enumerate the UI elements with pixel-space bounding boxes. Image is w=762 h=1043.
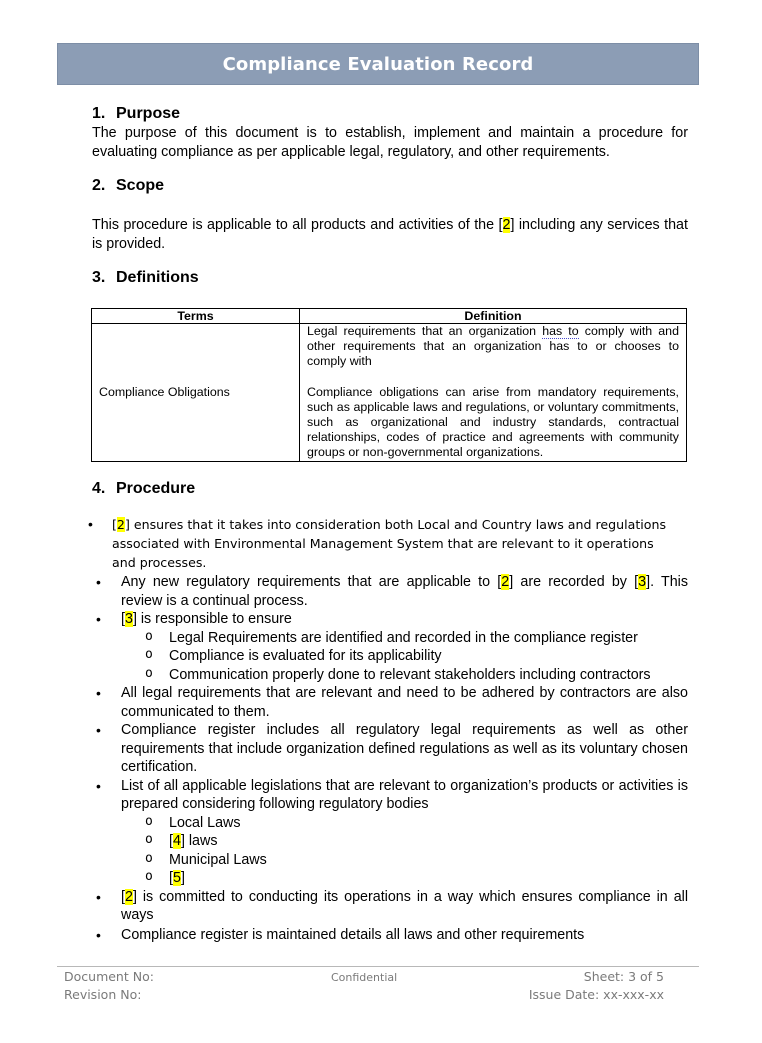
placeholder-ref: 3 [638, 574, 647, 590]
placeholder-ref: 5 [172, 870, 181, 886]
procedure-heading [92, 480, 195, 498]
definitions-number: 3. [92, 269, 106, 286]
list-item-text: Any new regulatory requirements that are applicable to [ [121, 574, 502, 590]
list-item: • List of all applicable legislations that are relevant to organization’s products or activities is prepared considering following regulatory bodies [92, 777, 688, 814]
footer-document-no: Document No: [64, 969, 154, 984]
definitions-heading [92, 269, 199, 287]
term-cell: Compliance Obligations [92, 324, 300, 462]
footer-divider [57, 966, 699, 967]
sub-list-item: o Municipal Laws [92, 851, 688, 870]
scope-heading [92, 177, 164, 195]
definition-text: Legal requirements that an organization [307, 324, 543, 338]
definitions-table [91, 308, 687, 462]
list-item-text: ]. This review is a continual process. [121, 574, 688, 609]
bullet-marker: • [88, 516, 93, 532]
purpose-heading [92, 105, 180, 123]
sub-list-item: o [4] laws [92, 832, 688, 851]
sub-list-item: o Communication properly done to relevant stakeholders including contractors [92, 666, 688, 685]
list-item-text: ] is committed to conducting its operations in a way which ensures compliance in all ways [121, 888, 688, 923]
placeholder-ref: 2 [124, 888, 133, 905]
placeholder-ref: 2 [502, 217, 511, 233]
list-item: • Compliance register includes all regulatory legal requirements as well as other requirements that include organization defined regulations as well as its voluntary chosen certification. [92, 721, 688, 777]
list-item: [2] ensures that it takes into consideration both Local and Country laws and regulations associated with Environmental Management System that are relevant to it operations and processes. [112, 517, 667, 570]
sub-list-item: o [5] [92, 869, 688, 888]
footer-sheet: Sheet: 3 of 5 [583, 969, 664, 984]
list-item: • All legal requirements that are relevant and need to be adhered by contractors are also communicated to them. [92, 684, 688, 721]
scope-text-part: This procedure is applicable to all products and activities of the [ [92, 217, 503, 233]
page-title: Compliance Evaluation Record [222, 53, 534, 75]
scope-text [92, 216, 688, 253]
definition-cell [300, 324, 687, 462]
scope-text-part: ] including any services that is provided. [92, 217, 688, 252]
purpose-number: 1. [92, 105, 106, 122]
list-item-text: ] is responsible to ensure [132, 611, 292, 627]
title-bar [57, 43, 699, 85]
list-item-text: ] ensures that it takes into consideration both Local and Country laws and regulations associated with Environmental Management System that are relevant to it operations and processes. [112, 517, 667, 570]
sub-list-container [92, 814, 688, 888]
list-item: • Compliance register is maintained details all laws and other requirements [92, 926, 688, 945]
list-item [92, 573, 688, 610]
scope-heading-text: Scope [116, 177, 165, 194]
definition-paragraph-1 [307, 324, 679, 370]
grammar-flag: has to [542, 324, 579, 338]
sub-list-item: o Local Laws [92, 814, 688, 833]
list-item: • [2] is committed to conducting its operations in a way which ensures compliance in all ways [92, 888, 688, 925]
sub-list-container [92, 629, 688, 685]
scope-number: 2. [92, 177, 106, 194]
procedure-list [92, 573, 688, 944]
sub-list [92, 814, 688, 888]
list-item-text: ] are recorded by [ [509, 574, 639, 590]
column-header-terms: Terms [92, 309, 300, 324]
placeholder-ref: 2 [116, 517, 125, 532]
placeholder-ref: 3 [124, 611, 133, 627]
sub-list-item: o Compliance is evaluated for its applicability [92, 647, 688, 666]
definition-paragraph-2: Compliance obligations can arise from mandatory requirements, such as applicable laws and regulations, or voluntary commitments, such as organizational and industry standards, contractual relationships, codes of practice and agreements with community groups or non-governmental organizations. [307, 384, 679, 460]
placeholder-ref: 4 [172, 833, 181, 849]
footer-confidential: Confidential [331, 971, 398, 984]
table-header-row [92, 309, 687, 324]
footer-revision-no: Revision No: [64, 987, 142, 1002]
definitions-heading-text: Definitions [116, 269, 199, 286]
purpose-heading-text: Purpose [116, 105, 181, 122]
sub-list-item-text: ] laws [180, 833, 218, 849]
sub-list [92, 629, 688, 685]
procedure-heading-text: Procedure [116, 480, 196, 497]
purpose-text: The purpose of this document is to establish, implement and maintain a procedure for evaluating compliance as per applicable legal, regulatory, and other requirements. [92, 125, 688, 160]
sub-list-item: o Legal Requirements are identified and recorded in the compliance register [92, 629, 688, 648]
procedure-number: 4. [92, 480, 106, 497]
footer-issue-date: Issue Date: xx-xxx-xx [528, 987, 664, 1002]
definition-text: comply with and other requirements that an organization has to or chooses to comply with [307, 324, 679, 369]
list-item: • [3] is responsible to ensure [92, 610, 688, 629]
placeholder-ref: 2 [501, 574, 510, 590]
column-header-definition: Definition [300, 309, 687, 324]
table-row [92, 324, 687, 462]
